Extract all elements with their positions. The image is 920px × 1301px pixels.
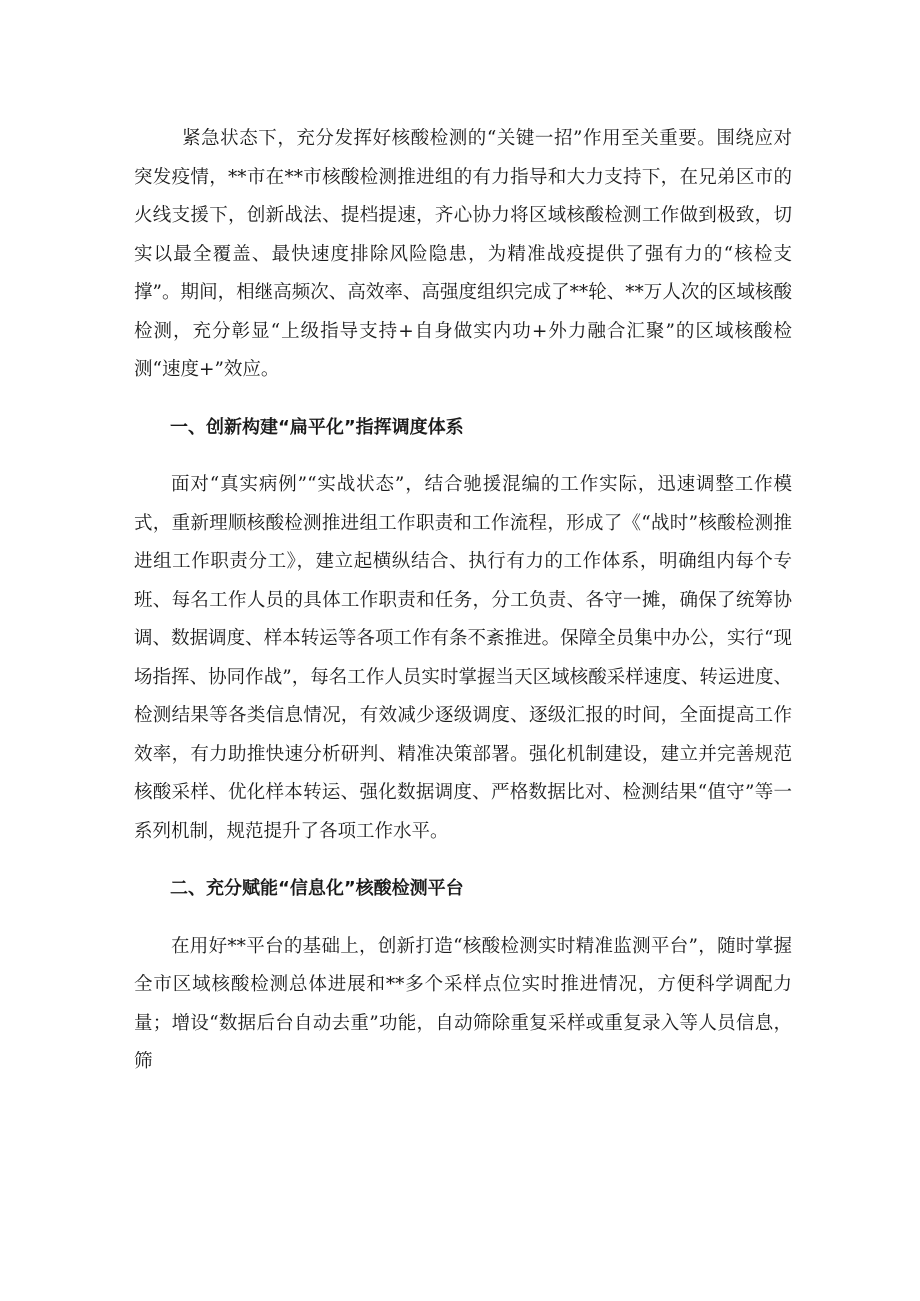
intro-paragraph: 紧急状态下，充分发挥好核酸检测的“关键一招”作用至关重要。围绕应对突发疫情，**市在**市核酸检测推进组的有力指导和大力支持下，在兄弟区市的火线支援下，创新战法、提档提速，齐心协力将区域核酸检测工作做到极致，切实以最全覆盖、最快速度排除风险隐患，为精准战疫提供了强有力的“核检支撑”。期间，相继高频次、高效率、高强度组织完成了**轮、**万人次的区域核酸检测，充分彰显“上级指导支持+自身做实内功+外力融合汇聚”的区域核酸检测“速度+”效应。 xyxy=(134,128,792,380)
section-2-paragraph: 在用好**平台的基础上，创新打造“核酸检测实时精准监测平台”，随时掌握全市区域核酸检测总体进展和**多个采样点位实时推进情况，方便科学调配力量；增设“数据后台自动去重”功能，自动筛除重复采样或重复录入等人员信息，筛 xyxy=(134,935,792,1072)
section-1-paragraph: 面对“真实病例”“实战状态”，结合驰援混编的工作实际，迅速调整工作模式，重新理顺核酸检测推进组工作职责和工作流程，形成了《“战时”核酸检测推进组工作职责分工》，建立起横纵结合、执行有力的工作体系，明确组内每个专班、每名工作人员的具体工作职责和任务，分工负责、各守一摊，确保了统筹协调、数据调度、样本转运等各项工作有条不紊推进。保障全员集中办公，实行“现场指挥、协同作战”，每名工作人员实时掌握当天区域核酸采样速度、转运进度、检测结果等各类信息情况，有效减少逐级调度、逐级汇报的时间，全面提高工作效率，有力助推快速分析研判、精准决策部署。强化机制建设，建立并完善规范核酸采样、优化样本转运、强化数据调度、严格数据比对、检测结果“值守”等一系列机制，规范提升了各项工作水平。 xyxy=(134,474,792,842)
document-page xyxy=(134,120,792,1082)
section-2-heading: 二、充分赋能“信息化”核酸检测平台 xyxy=(170,878,464,899)
section-1-heading: 一、创新构建“扁平化”指挥调度体系 xyxy=(170,416,464,438)
